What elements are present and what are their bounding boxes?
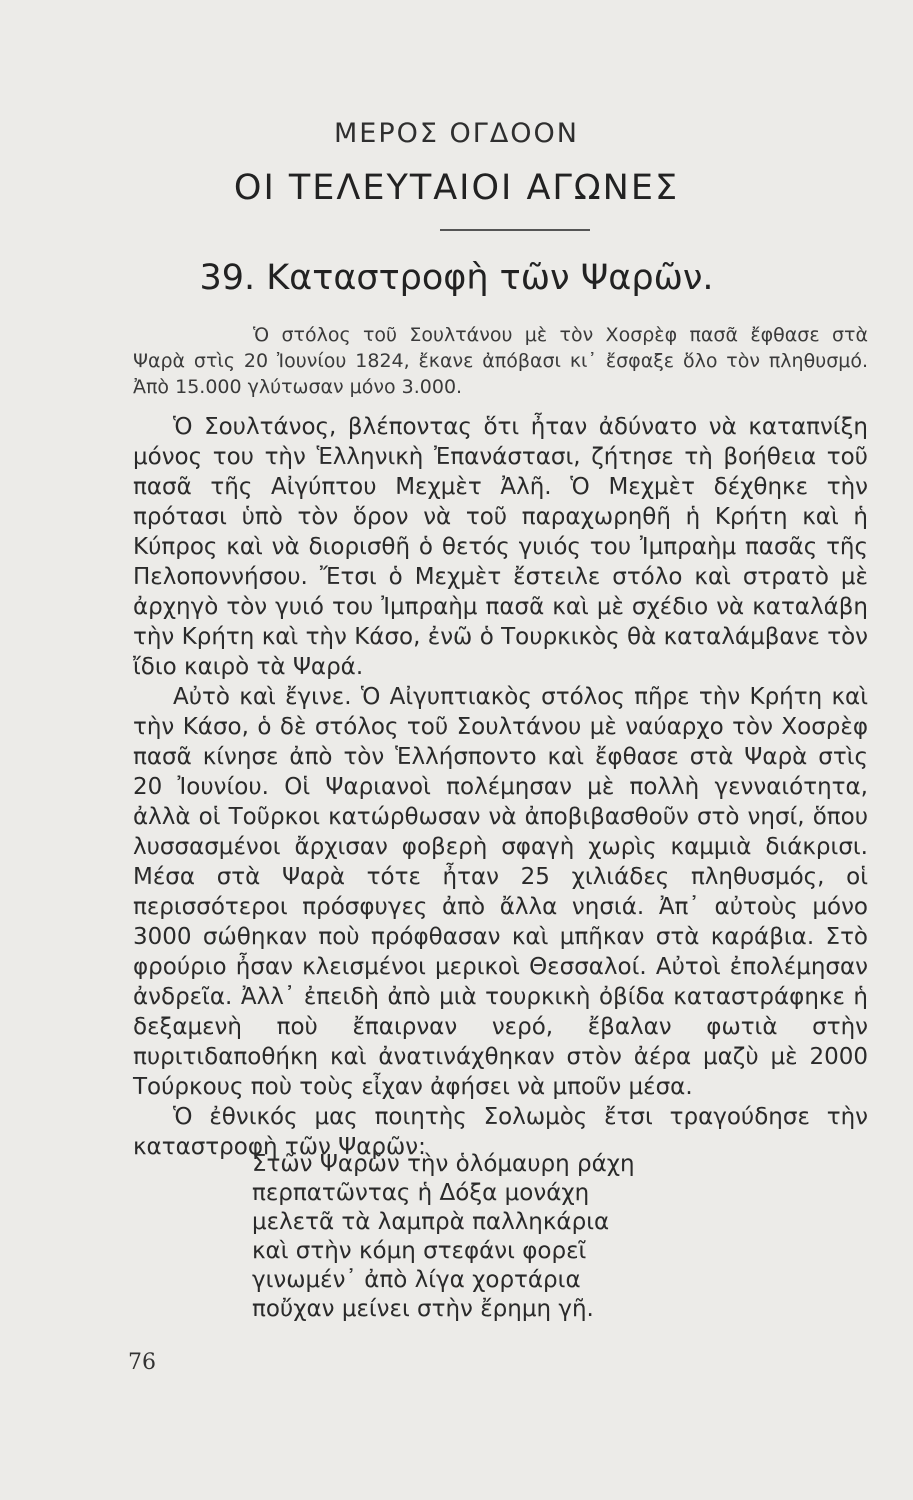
page-number: 76 xyxy=(128,1350,156,1375)
chapter-title: 39. Καταστροφὴ τῶν Ψαρῶν. xyxy=(199,258,714,298)
poem-line: Στῶν Ψαρῶν τὴν ὁλόμαυρη ράχη xyxy=(252,1151,635,1177)
part-title: ΟΙ ΤΕΛΕΥΤΑΙΟΙ ΑΓΩΝΕΣ xyxy=(233,168,680,208)
poem-line: μελετᾶ τὰ λαμπρὰ παλληκάρια xyxy=(252,1209,610,1235)
poem-stanza xyxy=(252,1150,772,1324)
paragraph: Ὁ Σουλτάνος, βλέποντας ὅτι ἦταν ἀδύνατο νὰ καταπνίξη μόνος του τὴν Ἑλληνικὴ Ἐπανάστασι, ζήτησε τὴ βοήθεια τοῦ πασᾶ τῆς Αἰγύπτου Μεχμὲτ Ἀλῆ. Ὁ Μεχμὲτ δέχθηκε τὴν πρότασι ὑπὸ τὸν ὅρον νὰ τοῦ παραχωρηθῆ ἡ Κρήτη καὶ ἡ Κύπρος καὶ νὰ διορισθῆ ὁ θετός γυιός του Ἰμπραὴμ πασᾶς τῆς Πελοποννήσου. Ἔτσι ὁ Μεχμὲτ ἔστειλε στόλο καὶ στρατὸ μὲ ἀρχηγὸ τὸν γυιό του Ἰμπραὴμ πασᾶ καὶ μὲ σχέδιο νὰ καταλάβη τὴν Κρήτη καὶ τὴν Κάσο, ἐνῶ ὁ Τουρκικὸς θὰ καταλάμβανε τὸν ἴδιο καιρὸ τὰ Ψαρά. xyxy=(133,414,868,680)
poem-line: περπατῶντας ἡ Δόξα μονάχη xyxy=(252,1180,590,1206)
chapter-body xyxy=(133,412,868,1162)
part-label: ΜΕΡΟΣ ΟΓΔΟΟΝ xyxy=(334,118,579,149)
poem-line: καὶ στὴν κόμη στεφάνι φορεῖ xyxy=(252,1238,587,1264)
paragraph: Ὁ ἐθνικός μας ποιητὴς Σολωμὸς ἔτσι τραγούδησε τὴν καταστροφὴ τῶν Ψαρῶν: xyxy=(133,1104,868,1160)
title-divider xyxy=(440,229,590,231)
poem-line: γινωμέν᾽ ἀπὸ λίγα χορτάρια xyxy=(252,1267,581,1293)
paragraph: Αὐτὸ καὶ ἔγινε. Ὁ Αἰγυπτιακὸς στόλος πῆρε τὴν Κρήτη καὶ τὴν Κάσο, ὁ δὲ στόλος τοῦ Σουλτάνου μὲ ναύαρχο τὸν Χοσρὲφ πασᾶ κίνησε ἀπὸ τὸν Ἑλλήσποντο καὶ ἔφθασε στὰ Ψαρὰ στὶς 20 Ἰουνίου. Οἱ Ψαριανοὶ πολέμησαν μὲ πολλὴ γενναιότητα, ἀλλὰ οἱ Τοῦρκοι κατώρθωσαν νὰ ἀποβιβασθοῦν στὸ νησί, ὅπου λυσσασμένοι ἄρχισαν φοβερὴ σφαγὴ χωρὶς καμμιὰ διάκρισι. Μέσα στὰ Ψαρὰ τότε ἦταν 25 χιλιάδες πληθυσμός, οἱ περισσότεροι πρόσφυγες ἀπὸ ἄλλα νησιά. Ἀπ᾽ αὐτοὺς μόνο 3000 σώθηκαν ποὺ πρόφθασαν καὶ μπῆκαν στὰ καράβια. Στὸ φρούριο ἦσαν κλεισμένοι μερικοὶ Θεσσαλοί. Αὐτοὶ ἐπολέμησαν ἀνδρεῖα. Ἀλλ᾽ ἐπειδὴ ἀπὸ μιὰ τουρκικὴ ὀβίδα καταστράφηκε ἡ δεξαμενὴ ποὺ ἔπαιρναν νερό, ἔβαλαν φωτιὰ στὴν πυριτιδαποθήκη καὶ ἀνατινάχθηκαν στὸν ἀέρα μαζὺ μὲ 2000 Τούρκους ποὺ τοὺς εἶχαν ἀφήσει νὰ μποῦν μέσα. xyxy=(133,684,868,1100)
poem-line: ποὔχαν μείνει στὴν ἔρημη γῆ. xyxy=(252,1296,594,1322)
chapter-summary: Ὁ στόλος τοῦ Σουλτάνου μὲ τὸν Χοσρὲφ πασᾶ ἔφθασε στὰ Ψαρὰ στὶς 20 Ἰουνίου 1824, ἔκανε ἀπόβασι κι᾽ ἔσφαξε ὅλο τὸν πληθυσμό. Ἀπὸ 15.000 γλύτωσαν μόνο 3.000. xyxy=(133,324,868,398)
